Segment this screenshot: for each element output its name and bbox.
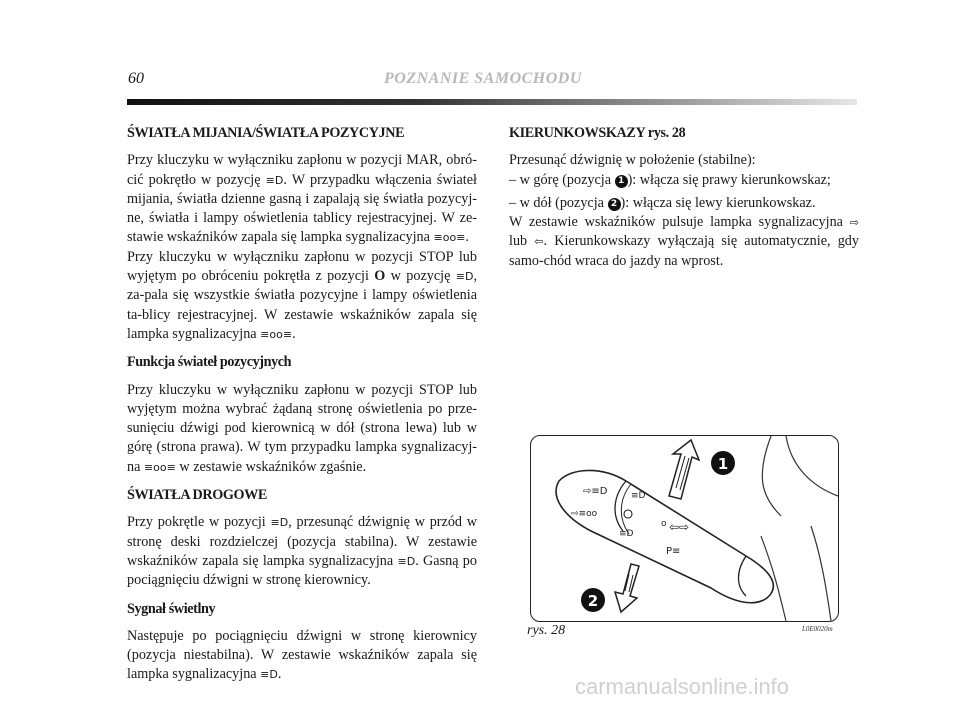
figure-caption: rys. 28: [527, 623, 566, 638]
text: .: [292, 325, 296, 342]
text: Następuje po pociągnięciu dźwigni w stronę kierownicy (pozycja niestabilna). W zestawie wskaźników zapala się lampka sygnalizacyjna: [127, 627, 477, 683]
text: W zestawie wskaźników pulsuje lampka sygnalizacyjna: [509, 214, 850, 231]
heading-position-function: Funkcja świateł pozycyjnych: [127, 354, 292, 371]
paragraph-position-function: [127, 381, 477, 477]
heading-flash: Sygnał świetlny: [127, 600, 216, 617]
paragraph-low-beam: [127, 151, 477, 344]
line-move-lever: Przesunąć dźwignię w położenie (stabilne):: [509, 152, 756, 169]
text: .: [465, 229, 469, 246]
text: lub: [509, 233, 535, 250]
text: ): włącza się prawy kierunkowskaz;: [627, 171, 831, 188]
heading-turn-signals: KIERUNKOWSKAZY rys. 28: [509, 125, 686, 141]
text: Przy kluczyku w wyłączniku zapłonu w pozycji MAR, obró-cić pokrętło w pozycję: [127, 152, 477, 188]
right-column: [509, 124, 859, 271]
position-lights-icon: ≡oo≡: [433, 231, 466, 245]
high-beam-icon: ≡D: [397, 554, 416, 568]
page-number: 60: [128, 70, 144, 87]
low-beam-icon: ≡D: [270, 516, 289, 530]
text: . Kierunkowskazy wyłączają się automatycznie, gdy samo-chód wraca do jazdy na wprost.: [509, 233, 859, 269]
position-o-label: O: [374, 268, 386, 285]
text: . Gasną po pociągnięciu dźwigni w stronę kierownicy.: [127, 552, 477, 589]
svg-text:≡D: ≡D: [631, 491, 646, 501]
low-beam-icon: ≡D: [455, 270, 474, 284]
figure-code: L0E0020m: [802, 625, 833, 633]
svg-text:o: o: [661, 519, 667, 529]
header-rule: [127, 99, 857, 105]
paragraph-high-beam: [127, 513, 477, 590]
svg-text:P≡: P≡: [666, 546, 681, 557]
line-indicator: [509, 213, 859, 271]
watermark: carmanualsonline.info: [575, 674, 790, 699]
position-lights-icon: ≡oo≡: [143, 460, 176, 474]
marker-2-label: 2: [587, 592, 599, 610]
section-title: POZNANIE SAMOCHODU: [384, 70, 582, 87]
svg-text:⇨≡oo: ⇨≡oo: [571, 509, 598, 519]
heading-high-beam: ŚWIATŁA DROGOWE: [127, 487, 267, 504]
position-lights-icon: ≡oo≡: [260, 327, 293, 341]
text: Przy kluczyku w wyłączniku zapłonu w pozycji STOP lub wyjętym po obróceniu pokrętła z pozycji: [127, 248, 477, 285]
line-up: [509, 171, 859, 190]
text: – w górę (pozycja: [509, 171, 615, 188]
paragraph-flash: [127, 627, 477, 685]
text: w zestawie wskaźników zgaśnie.: [175, 458, 367, 475]
marker-1-label: 1: [717, 455, 729, 473]
svg-text:≡D: ≡D: [619, 529, 634, 539]
text: . W przypadku włączenia świateł mijania, światła dzienne gasną i zapalają się światła pozycyj-ne, światła i lampy oświetlenia tablicy rejestracyjnej. W ze-stawie wskaźników zapala się lampka sygnalizacyjna: [127, 171, 477, 246]
high-beam-icon: ≡D: [260, 668, 278, 682]
text: , przesunąć dźwignię w przód w stronę deski rozdzielczej (pozycja stabilna). W zestawie wskaźników zapala się lampka sygnalizacyjna: [127, 514, 477, 569]
turn-left-arrow-icon: ⇦: [534, 235, 544, 249]
line-down: [509, 194, 859, 213]
figure-lever-diagram: [530, 435, 839, 622]
heading-low-beam: ŚWIATŁA MIJANIA/ŚWIATŁA POZYCYJNE: [127, 125, 405, 141]
text: .: [277, 666, 282, 683]
text: Przy kluczyku w wyłączniku zapłonu w pozycji STOP lub wyjętym można wybrać żądaną stronę oświetlenia po prze-sunięciu dźwigi pod kierownicą w dół (strona lewa) lub w górę (strona prawa). W tym przypadku lampka sygnalizacyj-na: [127, 381, 477, 475]
svg-text:⇨≡D: ⇨≡D: [583, 486, 608, 497]
lever-illustration: [531, 436, 838, 621]
text: Przy pokrętle w pozycji: [127, 514, 271, 531]
text: – w dół (pozycja: [509, 194, 608, 211]
text: , za-pala się wszystkie światła pozycyjne i lampy oświetlenia ta-blicy rejestracyjnej. W zestawie wskaźników zapala się lampka sygnalizacyjna: [127, 268, 477, 342]
low-beam-icon: ≡D: [265, 173, 284, 187]
turn-right-arrow-icon: ⇨: [849, 216, 859, 230]
position-2-badge: 2: [608, 198, 621, 211]
position-1-badge: 1: [615, 175, 628, 188]
svg-text:⇦⇨: ⇦⇨: [669, 520, 690, 534]
text: ): włącza się lewy kierunkowskaz.: [620, 194, 816, 211]
text: w pozycję: [385, 268, 456, 285]
left-column: [127, 124, 477, 694]
